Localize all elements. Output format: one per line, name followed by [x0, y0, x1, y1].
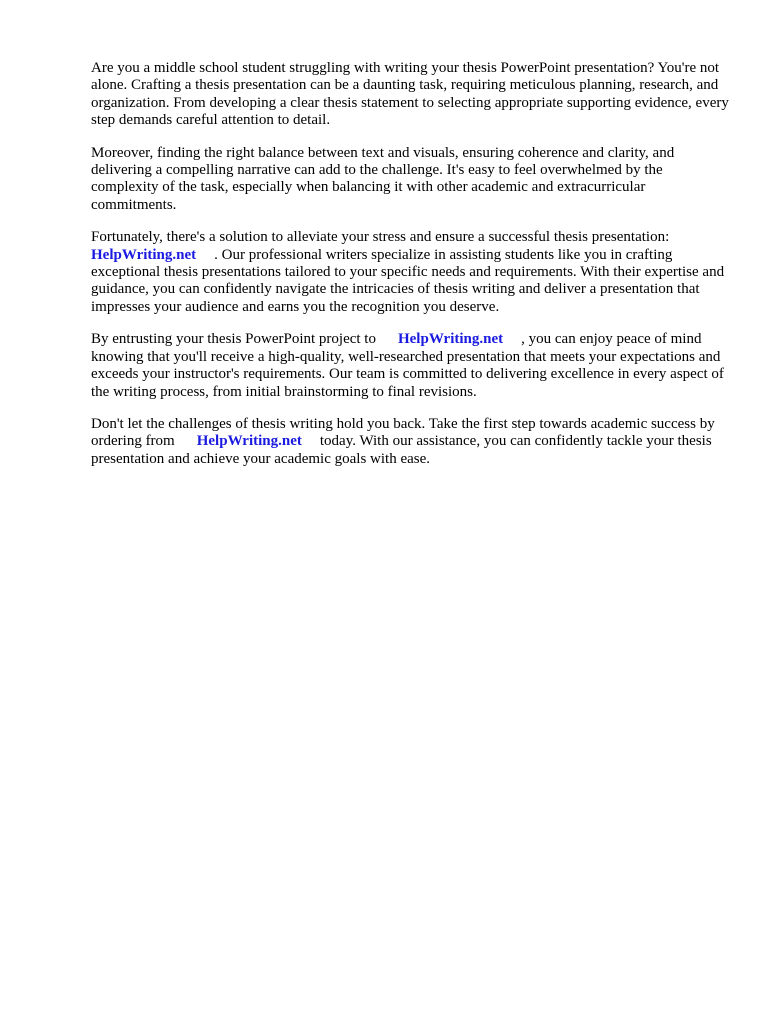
paragraph-entrust	[91, 331, 731, 401]
paragraph-solution	[91, 229, 731, 316]
paragraph-intro: Are you a middle school student struggling with writing your thesis PowerPoint presentation? You're not alone. Crafting a thesis presentation can be a daunting task, requiring meticulous planning, research, and organization. From developing a clear thesis statement to selecting appropriate supporting evidence, every step demands careful attention to detail.	[91, 60, 729, 129]
paragraph-solution-rest: . Our professional writers specialize in assisting students like you in crafting exceptional thesis presentations tailored to your specific needs and requirements. With their expertise and guidance, you can confidently navigate the intricacies of thesis writing and deliver a presentation that impresses your audience and earns you the recognition you deserve.	[91, 246, 725, 315]
paragraph-entrust-rest: , you can enjoy peace of mind knowing that you'll receive a high-quality, well-researched presentation that meets your expectations and exceeds your instructor's requirements. Our team is committed to delivering excellence in every aspect of the writing process, from initial brainstorming to final revisions.	[91, 331, 724, 400]
paragraph-cta-rest: today. With our assistance, you can confidently tackle your thesis presentation and achieve your academic goals with ease.	[91, 433, 712, 467]
helpwriting-link[interactable]: HelpWriting.net	[91, 246, 197, 263]
helpwriting-link[interactable]: HelpWriting.net	[196, 433, 302, 450]
paragraph-call-to-action	[91, 416, 731, 468]
paragraph-solution-lead: Fortunately, there's a solution to alleviate your stress and ensure a successful thesis presentation:	[91, 229, 670, 246]
paragraph-entrust-lead: By entrusting your thesis PowerPoint project to	[91, 331, 376, 348]
helpwriting-link[interactable]: HelpWriting.net	[397, 331, 504, 348]
paragraph-challenge: Moreover, finding the right balance between text and visuals, ensuring coherence and clarity, and delivering a compelling narrative can add to the challenge. It's easy to feel overwhelmed by the complexity of the task, especially when balancing it with other academic and extracurricular commitments.	[91, 144, 675, 213]
paragraph-cta-lead: Don't let the challenges of thesis writing hold you back. Take the first step towards academic success by ordering from	[91, 415, 715, 450]
document-body	[91, 60, 731, 483]
